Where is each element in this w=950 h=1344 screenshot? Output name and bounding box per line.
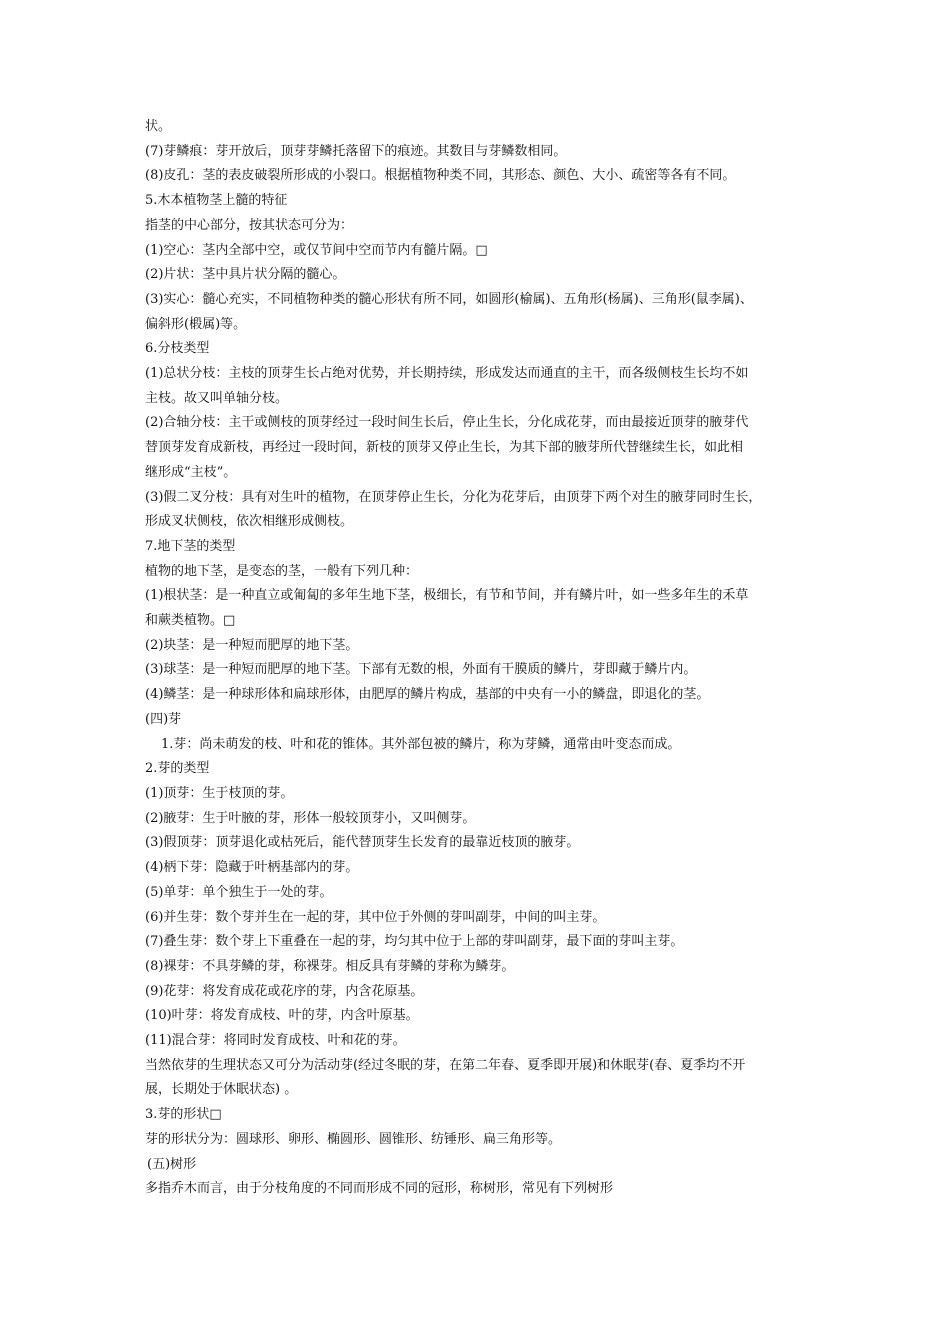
text-line: (1)空心：茎内全部中空，或仅节间中空而节内有髓片隔。□ (145, 242, 488, 258)
text-line: 指茎的中心部分，按其状态可分为： (145, 217, 354, 233)
text-line: (6)并生芽：数个芽并生在一起的芽，其中位于外侧的芽叫副芽，中间的叫主芽。 (145, 909, 606, 925)
text-line: (5)单芽：单个独生于一处的芽。 (145, 884, 333, 900)
section-heading: (五)树形 (147, 1156, 197, 1172)
text-line: (3)实心：髓心充实，不同植物种类的髓心形状有所不同，如圆形(榆属)、五角形(杨属)、三角形(鼠李属)、 (145, 291, 753, 307)
text-line: (3)假顶芽：顶芽退化或枯死后，能代替顶芽生长发育的最靠近枝顶的腋芽。 (145, 835, 580, 851)
text-line: 偏斜形(椴属)等。 (145, 316, 247, 332)
text-line: (10)叶芽：将发育成枝、叶的芽，内含叶原基。 (145, 1008, 419, 1024)
section-heading: 3.芽的形状□ (145, 1107, 222, 1123)
text-line: (9)花芽：将发育成花或花序的芽，内含花原基。 (145, 983, 424, 999)
text-line: (1)总状分枝：主枝的顶芽生长占绝对优势，并长期持续，形成发达而通直的主干，而各级侧枝生长均不如 (145, 366, 749, 382)
text-line: (2)合轴分枝：主干或侧枝的顶芽经过一段时间生长后，停止生长，分化成花芽，而由最接近顶芽的腋芽代 (145, 415, 749, 431)
document-page (145, 115, 825, 1202)
text-line: (1)根状茎：是一种直立或匍匐的多年生地下茎，极细长，有节和节间，并有鳞片叶，如一些多年生的禾草 (145, 588, 749, 604)
text-line: 继形成“主枝”。 (145, 464, 237, 480)
text-line: 芽的形状分为：圆球形、卵形、椭圆形、圆锥形、纺锤形、扁三角形等。 (145, 1131, 562, 1147)
section-heading: (四)芽 (145, 711, 182, 727)
section-heading: 5.木本植物茎上髓的特征 (145, 193, 288, 209)
text-line: (2)块茎：是一种短而肥厚的地下茎。 (145, 637, 359, 653)
text-line: (2)腋芽：生于叶腋的芽，形体一般较顶芽小，又叫侧芽。 (145, 810, 476, 826)
text-line: (11)混合芽：将同时发育成枝、叶和花的芽。 (145, 1033, 406, 1049)
text-line: (8)皮孔：茎的表皮破裂所形成的小裂口。根据植物种类不同，其形态、颜色、大小、疏密等各有不同。 (145, 168, 736, 184)
text-line: 当然依芽的生理状态又可分为活动芽(经过冬眠的芽，在第二年春、夏季即开展)和休眠芽(春、夏季均不开 (145, 1057, 746, 1073)
text-line: 植物的地下茎，是变态的茎，一般有下列几种： (145, 563, 419, 579)
section-heading: 7.地下茎的类型 (145, 538, 236, 554)
text-line: (4)柄下芽：隐藏于叶柄基部内的芽。 (145, 860, 359, 876)
text-line: (3)球茎：是一种短而肥厚的地下茎。下部有无数的根，外面有干膜质的鳞片，芽即藏于鳞片内。 (145, 662, 697, 678)
text-line: (7)叠生芽：数个芽上下重叠在一起的芽，均匀其中位于上部的芽叫副芽，最下面的芽叫主芽。 (145, 934, 684, 950)
text-line: 形成叉状侧枝，依次相继形成侧枝。 (145, 514, 354, 530)
text-line: (3)假二叉分枝：具有对生叶的植物，在顶芽停止生长，分化为花芽后，由顶芽下两个对生的腋芽同时生长， (145, 489, 762, 505)
text-line: (2)片状：茎中具片状分隔的髓心。 (145, 267, 346, 283)
section-heading: 6.分枝类型 (145, 341, 210, 357)
text-line: 和蕨类植物。□ (145, 613, 236, 629)
text-line: 1.芽：尚未萌发的枝、叶和花的锥体。其外部包被的鳞片，称为芽鳞，通常由叶变态而成。 (161, 736, 681, 752)
text-line: (4)鳞茎：是一种球形体和扁球形体，由肥厚的鳞片构成，基部的中央有一小的鳞盘，即退化的茎。 (145, 687, 710, 703)
text-line: (7)芽鳞痕：芽开放后，顶芽芽鳞托落留下的痕迹。其数目与芽鳞数相同。 (145, 143, 567, 159)
text-line: 主枝。故又叫单轴分枝。 (145, 390, 289, 406)
text-line: (8)裸芽：不具芽鳞的芽，称裸芽。相反具有芽鳞的芽称为鳞芽。 (145, 958, 515, 974)
text-line: 多指乔木而言，由于分枝角度的不同而形成不同的冠形，称树形，常见有下列树形 (145, 1181, 614, 1197)
section-heading: 2.芽的类型 (145, 761, 210, 777)
text-line: (1)顶芽：生于枝顶的芽。 (145, 785, 294, 801)
text-line: 状。 (145, 119, 172, 134)
text-line: 替顶芽发育成新枝，再经过一段时间，新枝的顶芽又停止生长，为其下部的腋芽所代替继续生长，如此相 (145, 440, 744, 456)
text-line: 展，长期处于休眠状态) 。 (145, 1082, 298, 1098)
